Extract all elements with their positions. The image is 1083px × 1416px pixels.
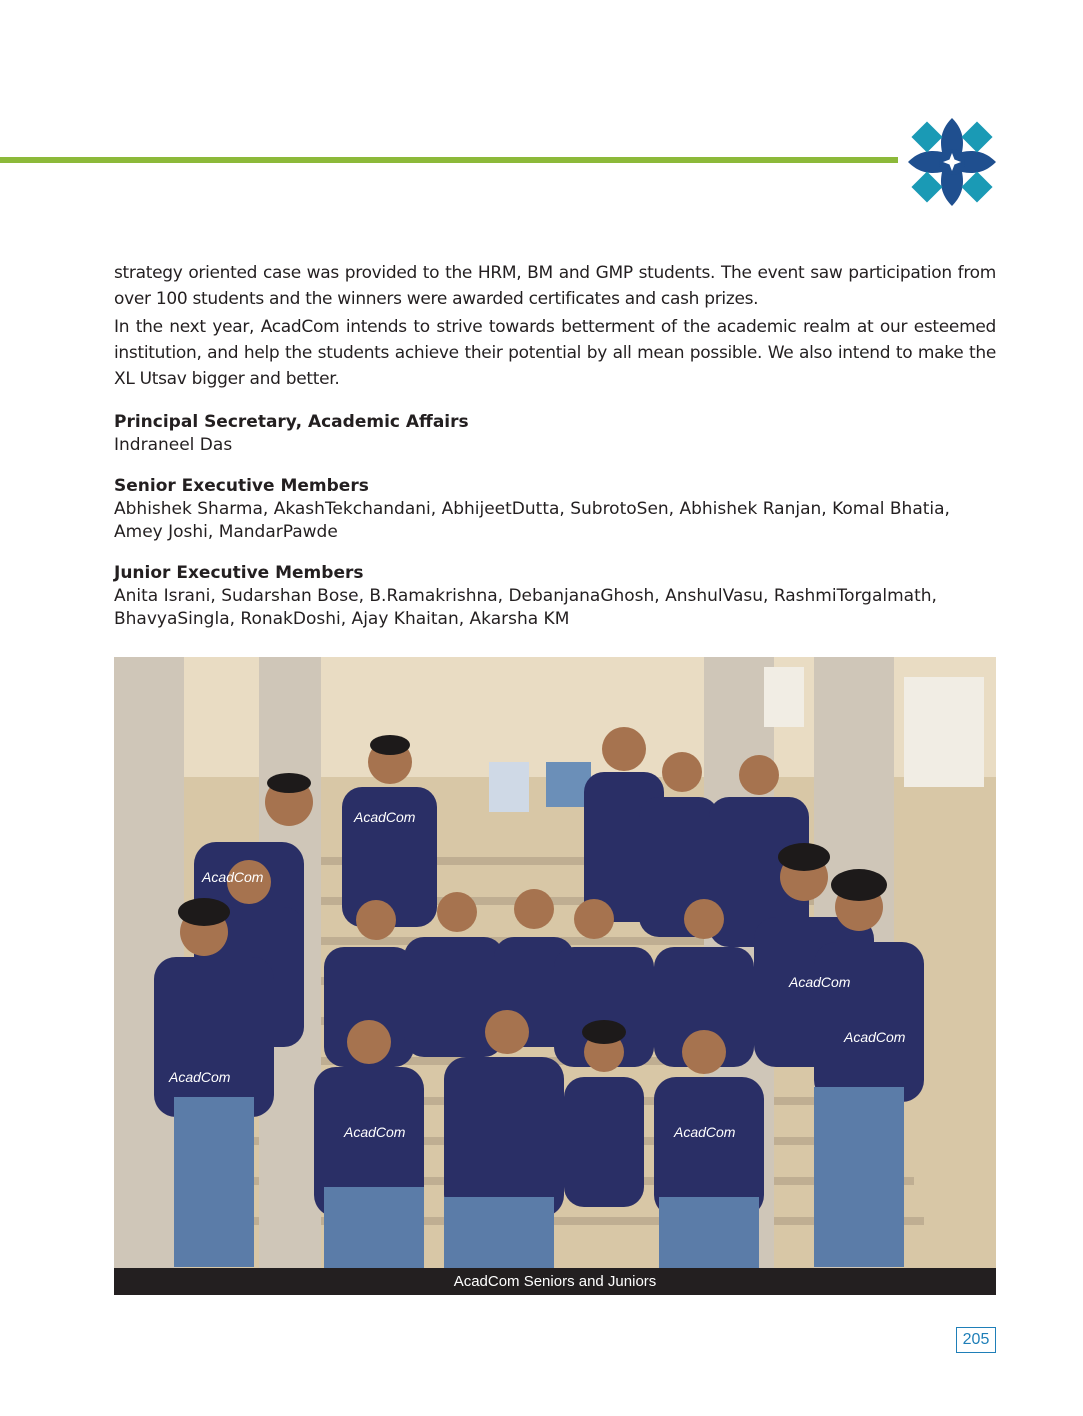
section-heading: Principal Secretary, Academic Affairs [114, 412, 469, 432]
shirt-logo: AcadCom [354, 809, 416, 825]
shirt-logo: AcadCom [202, 869, 264, 885]
body-text [114, 260, 996, 394]
body-paragraph: In the next year, AcadCom intends to strive towards betterment of the academic realm at our esteemed institution, and help the students achieve their potential by all mean possible. We also intend to make the XL Utsav bigger and better. [114, 317, 996, 389]
shirt-logo: AcadCom [789, 974, 851, 990]
group-photo [114, 657, 996, 1268]
shirt-logo: AcadCom [169, 1069, 231, 1085]
photo-caption: AcadCom Seniors and Juniors [114, 1268, 996, 1295]
page-number: 205 [956, 1327, 996, 1353]
section-names: Anita Israni, Sudarshan Bose, B.Ramakrishna, DebanjanaGhosh, AnshulVasu, RashmiTorgalmath, BhavyaSingla, RonakDoshi, Ajay Khaitan, Akarsha KM [114, 586, 937, 629]
section-heading: Senior Executive Members [114, 476, 369, 496]
shirt-logo: AcadCom [844, 1029, 906, 1045]
section-names: Indraneel Das [114, 435, 233, 455]
principal-secretary-section [114, 411, 996, 457]
body-paragraph: strategy oriented case was provided to the HRM, BM and GMP students. The event saw participation from over 100 students and the winners were awarded certificates and cash prizes. [114, 263, 996, 309]
institute-emblem-icon [906, 116, 998, 208]
shirt-logo: AcadCom [344, 1124, 406, 1140]
section-heading: Junior Executive Members [114, 563, 364, 583]
section-names: Abhishek Sharma, AkashTekchandani, AbhijeetDutta, SubrotoSen, Abhishek Ranjan, Komal Bhatia, Amey Joshi, MandarPawde [114, 499, 950, 542]
junior-executive-section [114, 562, 996, 631]
senior-executive-section [114, 475, 996, 544]
header-rule [0, 157, 898, 163]
shirt-logo: AcadCom [674, 1124, 736, 1140]
